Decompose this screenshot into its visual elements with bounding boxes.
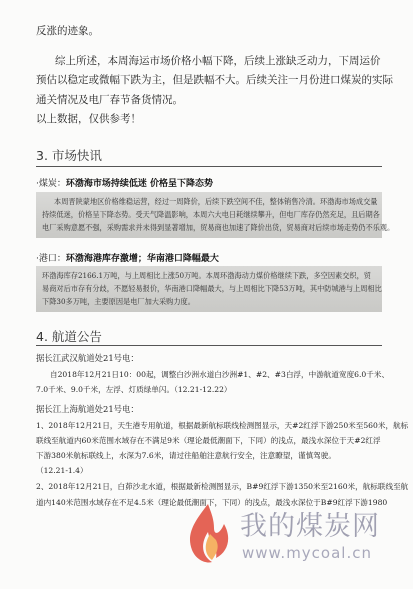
notice-header: 据长江上海航道处21号电：: [36, 404, 139, 414]
news-body-box: [36, 192, 395, 238]
notice-line: 道内140米范围水域存在不足4.5米（理论最低潮面下，下同）的浅点，最浅水深位于B#9红浮下游1980: [36, 498, 388, 507]
notice-line: 1、2018年12月21日，天生港专用航道，根据最新航标联线检测图显示，天#2红浮下游250米至560米，航标: [36, 421, 409, 430]
news-line: 持续低迷，价格呈下降态势。受天气降温影响，本周六大电日耗继续攀升，但电厂库存仍然充足，且后期各: [42, 210, 380, 219]
watermark-text: 我的煤炭网: [240, 511, 380, 542]
news-line: 易商对后市存有分歧，不愿轻易报价，华南港口降幅最大，与上周相比下降53万吨，其中防城港与上周相比: [42, 284, 382, 293]
news-prefix: ·煤炭：: [36, 179, 66, 189]
notice-line: 7.0千米、9.0千米，左浮、灯质绿单闪。（12.21-12.22）: [36, 385, 232, 394]
news-item-port: [36, 251, 219, 264]
notice-line: 下游380米航标联线上，水深为7.6米，请过往船舶注意航行安全，注意瞭望，谨慎驾驶。: [36, 451, 336, 460]
paragraph-line: 反涨的迹象。: [36, 25, 99, 37]
paragraph-line: 以上数据，仅供参考！: [36, 113, 141, 125]
watermark: [180, 500, 410, 570]
notice-line: 2、2018年12月21日，白茆沙北水道，根据最新检测图显示，B#9红浮下游1350米至2160米，航标联线至航: [36, 482, 409, 491]
news-body-box: [36, 266, 382, 312]
section-title: 4. 航道公告: [36, 329, 102, 344]
news-line: 本周晋陕蒙地区价格维稳运营，经过一周降价，后续下跌空间不佳，整体销售冷清。环渤海市场成交量: [54, 197, 378, 206]
section-title: 3. 市场快讯: [36, 148, 102, 163]
paragraph-line: 预估以稳定或微幅下跌为主，但是跌幅不大。后续关注一月份进口煤炭的实际: [36, 74, 393, 86]
section-divider: [36, 166, 382, 167]
news-headline: 环渤海港库存激增；华南港口降幅最大: [65, 254, 219, 264]
news-line: 下降30多万吨，主要原因是电厂加大采购力度。: [42, 297, 195, 306]
paragraph-line: 通关情况及电厂春节备货情况。: [36, 94, 183, 106]
notice-line: （12.21-1.4）: [36, 466, 88, 475]
news-line: 环渤海库存2166.1万吨，与上周相比上涨50万吨。本周环渤海动力煤价格继续下跌，多空因素交织，贸: [42, 271, 371, 280]
notice-header: 据长江武汉航道处21号电：: [36, 353, 139, 363]
news-line: 电厂采购意愿不强，采购需求并未得到显著增加，贸易商也加速了降价出货，贸易商对后续市场走势仍不乐观。: [42, 223, 395, 232]
news-prefix: ·港口：: [36, 254, 66, 264]
section-divider: [36, 345, 382, 346]
flame-logo-icon: [180, 500, 236, 568]
news-headline: 环渤海市场持续低迷 价格呈下降态势: [65, 179, 214, 189]
watermark-url: www.mycoal.cn: [242, 544, 372, 562]
paragraph-line: 综上所述，本周海运市场价格小幅下降，后续上涨缺乏动力，下周运价: [55, 55, 381, 67]
notice-line: 自2018年12月21日10：00起，调整白沙洲水道白沙洲#1、#2、#3白浮，中游航道宽度6.0千米、: [50, 370, 390, 379]
news-item-coal: [36, 176, 213, 189]
notice-line: 联线至航道内60米范围水域存在不满足9米（理论最低潮面下，下同）的浅点，最浅水深位于天#2红浮: [36, 436, 381, 445]
